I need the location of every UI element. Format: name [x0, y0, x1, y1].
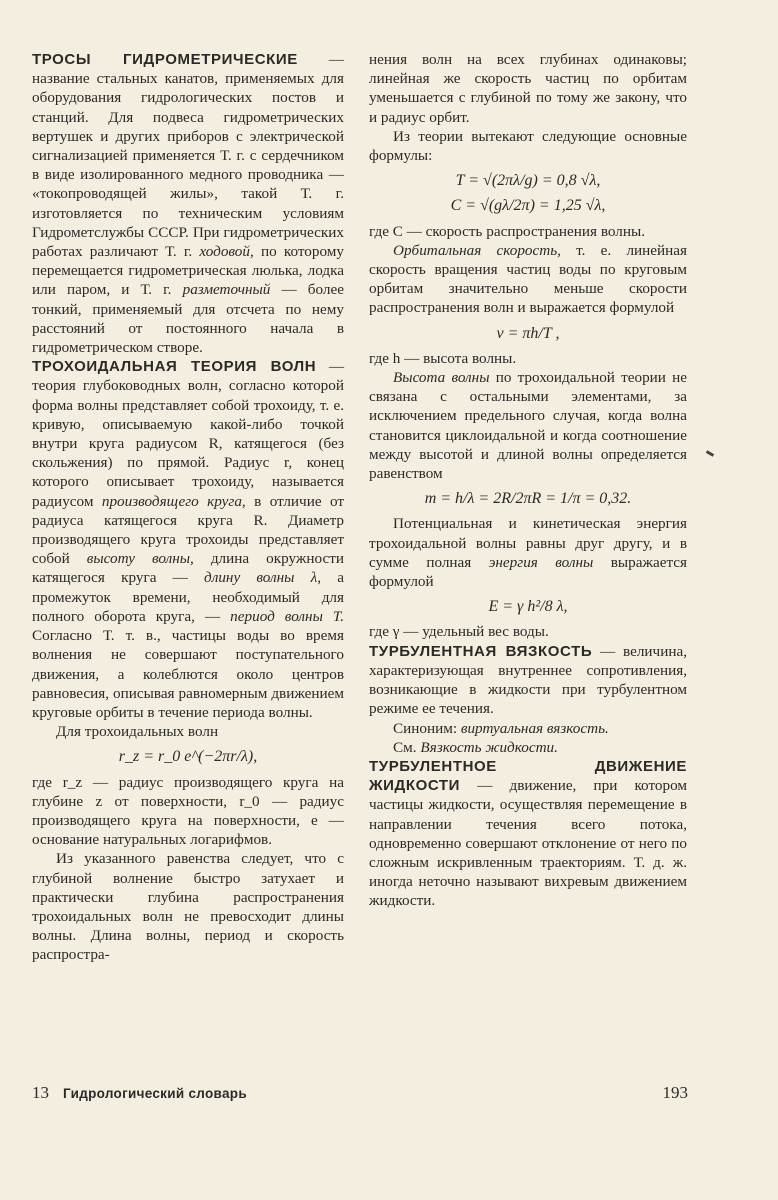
entry-term: ТУРБУЛЕНТНОЕ ДВИЖЕНИЕ ЖИДКОСТИ	[369, 757, 687, 795]
entry-term: ТУРБУЛЕНТНАЯ ВЯЗКОСТЬ	[369, 642, 593, 660]
paragraph: Из теории вытекают следующие основные формулы:	[369, 127, 687, 165]
paragraph: где r_z — радиус производящего круга на глубине z от поверхности, r_0 — радиус производящего круга на поверхности, e — основание натуральных логарифмов.	[32, 773, 344, 849]
entry-trosy: ТРОСЫ ГИДРОМЕТРИЧЕСКИЕ — название стальных канатов, применяемых для оборудования гидрологических постов и станций. Для подвеса гидрометрических вертушек и других приборов с электрической сигнализацией применяется Т. г. с сердечником в виде изолированного медного проводника — «токопроводящей жилы», такой Т. г. изготовляется по техническим условиям Гидрометслужбы СССР. При гидрометрических работах различают Т. г. ходовой, по которому перемещается гидрометрическая люлька, лодка или паром, и Т. г. разметочный — более тонкий, применяемый для отсчета по нему расстояний от постоянного начала в гидрометрическом створе.	[32, 51, 344, 357]
see-also: См. Вязкость жидкости.	[393, 738, 558, 756]
paragraph: нения волн на всех глубинах одинаковы; линейная же скорость частиц по орбитам уменьшается с глубиной по тому же закону, что и радиус орбит.	[369, 51, 687, 126]
formula-rz: r_z = r_0 e^(−2πr/λ),	[118, 748, 258, 766]
paragraph: Высота волны по трохоидальной теории не связана с остальными элементами, за исключением предельного случая, когда волна становится циклоидальной и когда соотношение между высотой и длиной волны определяется равенством	[369, 369, 687, 483]
left-column	[32, 50, 344, 965]
ink-mark	[706, 450, 714, 457]
entry-turb-viscosity: ТУРБУЛЕНТНАЯ ВЯЗКОСТЬ — величина, характеризующая внутреннее сопротивления, возникающие в жидкости при турбулентном режиме ее течения.	[369, 642, 687, 718]
paragraph: Из указанного равенства следует, что с глубиной волнение быстро затухает и практически глубина распространения трохоидальных волн не превосходит длины волны. Длина волны, период и скорость распростра-	[32, 850, 344, 964]
formula-orbital: v = πh/T ,	[496, 324, 560, 342]
formula-period: T = √(2πλ/g) = 0,8 √λ,	[455, 172, 601, 190]
formula-energy: E = γ h²/8 λ,	[488, 598, 568, 616]
signature: 13 Гидрологический словарь	[32, 1083, 247, 1102]
entry-turb-motion: ТУРБУЛЕНТНОЕ ДВИЖЕНИЕ ЖИДКОСТИ — движение, при котором частицы жидкости, осуществляя перемещение в направлении течения всего потока, одновременно совершают отклонение от него по сложным искривленным траекториям. Т. д. ж. иногда неточно называют вихревым движением жидкости.	[369, 757, 687, 910]
paragraph: Потенциальная и кинетическая энергия трохоидальной волны равны друг другу, и в сумме полная энергия волны выражается формулой	[369, 515, 687, 591]
paragraph: Орбитальная скорость, т. е. линейная скорость вращения частиц воды по круговым орбитам значительно меньше скорости распространения волн и выражается формулой	[369, 241, 687, 317]
paragraph: где γ — удельный вес воды.	[369, 623, 549, 641]
formula-speed: C = √(gλ/2π) = 1,25 √λ,	[450, 197, 606, 215]
paragraph: Для трохоидальных волн	[56, 723, 219, 741]
entry-trochoidal: ТРОХОИДАЛЬНАЯ ТЕОРИЯ ВОЛН — теория глубоководных волн, согласно которой форма волны представляет собой трохоиду, т. е. кривую, описываемую какой-либо точкой внутри круга радиусом R, катящегося (без скольжения) по прямой. Радиус r, конец которого описывает трохоиду, называется радиусом производящего круга, в отличие от радиуса катящегося круга R. Диаметр производящего круга трохоиды представляет собой высоту волны, длина окружности катящегося круга — длину волны λ, а промежуток времени, необходимый для полного оборота круга, — период волны T. Согласно Т. т. в., частицы воды во время волнения не совершают поступательного движения, а колеблются около центров равновесия, описывая равномерным движением круговые орбиты в течение периода волны.	[32, 358, 344, 721]
paragraph: где C — скорость распространения волны.	[369, 222, 645, 240]
entry-term: ТРОСЫ ГИДРОМЕТРИЧЕСКИЕ	[32, 51, 298, 68]
right-column	[369, 50, 687, 911]
entry-term: ТРОХОИДАЛЬНАЯ ТЕОРИЯ ВОЛН	[32, 358, 317, 376]
paragraph: где h — высота волны.	[369, 349, 517, 367]
synonym: Синоним: виртуальная вязкость.	[393, 719, 609, 737]
formula-ratio: m = h/λ = 2R/2πR = 1/π = 0,32.	[424, 490, 632, 508]
page-number: 193	[662, 1083, 688, 1102]
